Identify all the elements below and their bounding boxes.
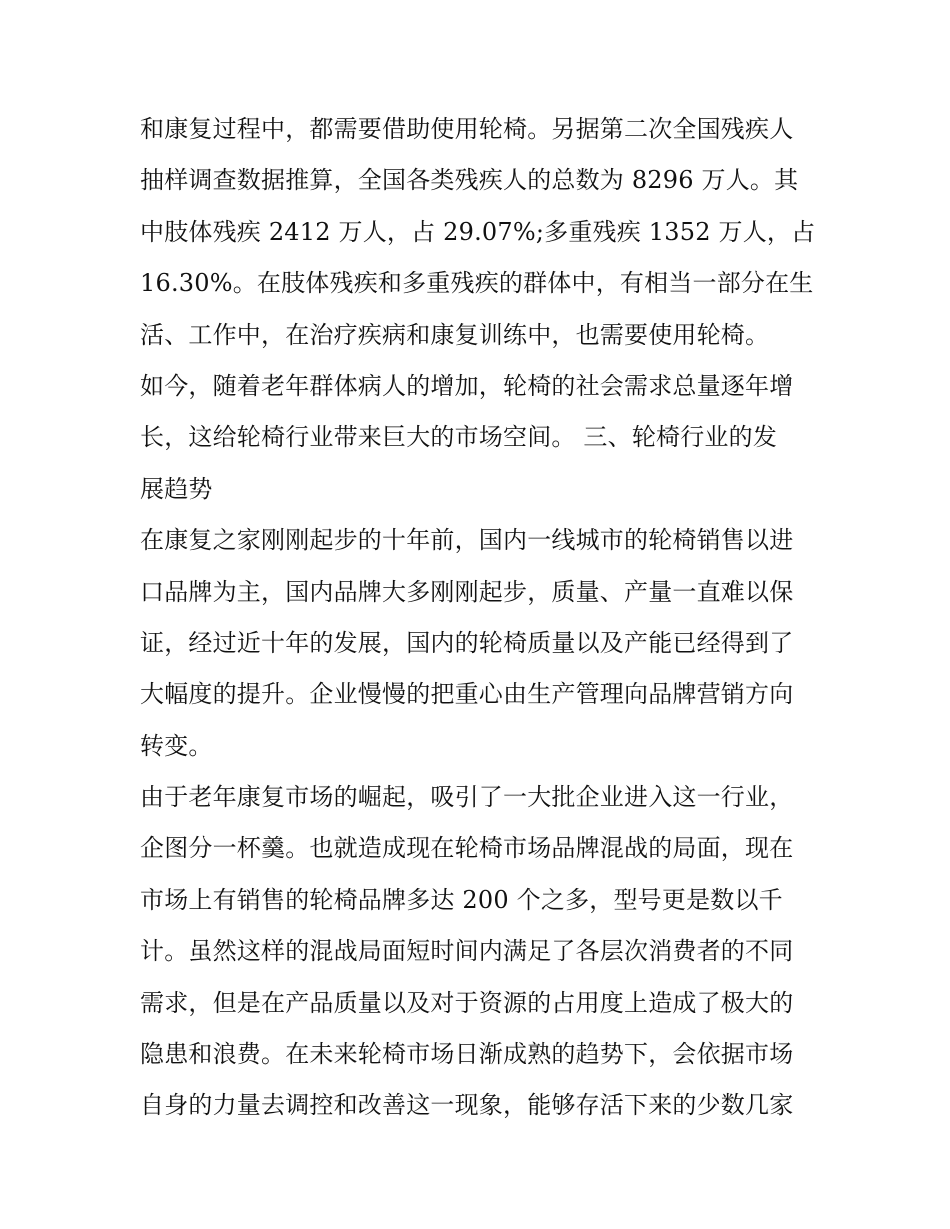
- text-line: 需求，但是在产品质量以及对于资源的占用度上造成了极大的: [140, 988, 794, 1017]
- text-line: 16.30%。在肢体残疾和多重残疾的群体中，有相当一部分在生: [140, 269, 814, 298]
- text-line: 转变。: [140, 731, 213, 760]
- text-line: 企图分一杯羹。也就造成现在轮椅市场品牌混战的局面，现在: [140, 834, 794, 863]
- text-line: 计。虽然这样的混战局面短时间内满足了各层次消费者的不同: [140, 937, 794, 966]
- text-line: 证，经过近十年的发展，国内的轮椅质量以及产能已经得到了: [140, 628, 794, 657]
- text-line: 由于老年康复市场的崛起，吸引了一大批企业进入这一行业，: [140, 783, 794, 812]
- text-line: 隐患和浪费。在未来轮椅市场日渐成熟的趋势下，会依据市场: [140, 1040, 794, 1069]
- text-line: 如今，随着老年群体病人的增加，轮椅的社会需求总量逐年增: [140, 371, 794, 400]
- text-line: 市场上有销售的轮椅品牌多达 200 个之多，型号更是数以千: [140, 885, 783, 914]
- text-line: 中肢体残疾 2412 万人，占 29.07%;多重残疾 1352 万人，占: [140, 217, 816, 246]
- body-text: [140, 104, 820, 1132]
- text-line: 大幅度的提升。企业慢慢的把重心由生产管理向品牌营销方向: [140, 680, 794, 709]
- text-line: 抽样调查数据推算，全国各类残疾人的总数为 8296 万人。其: [140, 166, 799, 195]
- text-line: 口品牌为主，国内品牌大多刚刚起步，质量、产量一直难以保: [140, 577, 794, 606]
- text-line: 活、工作中，在治疗疾病和康复训练中，也需要使用轮椅。: [140, 320, 770, 349]
- text-line: 自身的力量去调控和改善这一现象，能够存活下来的少数几家: [140, 1091, 794, 1120]
- text-line: 在康复之家刚刚起步的十年前，国内一线城市的轮椅销售以进: [140, 526, 794, 555]
- text-line: 和康复过程中，都需要借助使用轮椅。另据第二次全国残疾人: [140, 115, 794, 143]
- text-line: 长，这给轮椅行业带来巨大的市场空间。 三、轮椅行业的发: [140, 423, 778, 452]
- text-line: 展趋势: [140, 474, 213, 503]
